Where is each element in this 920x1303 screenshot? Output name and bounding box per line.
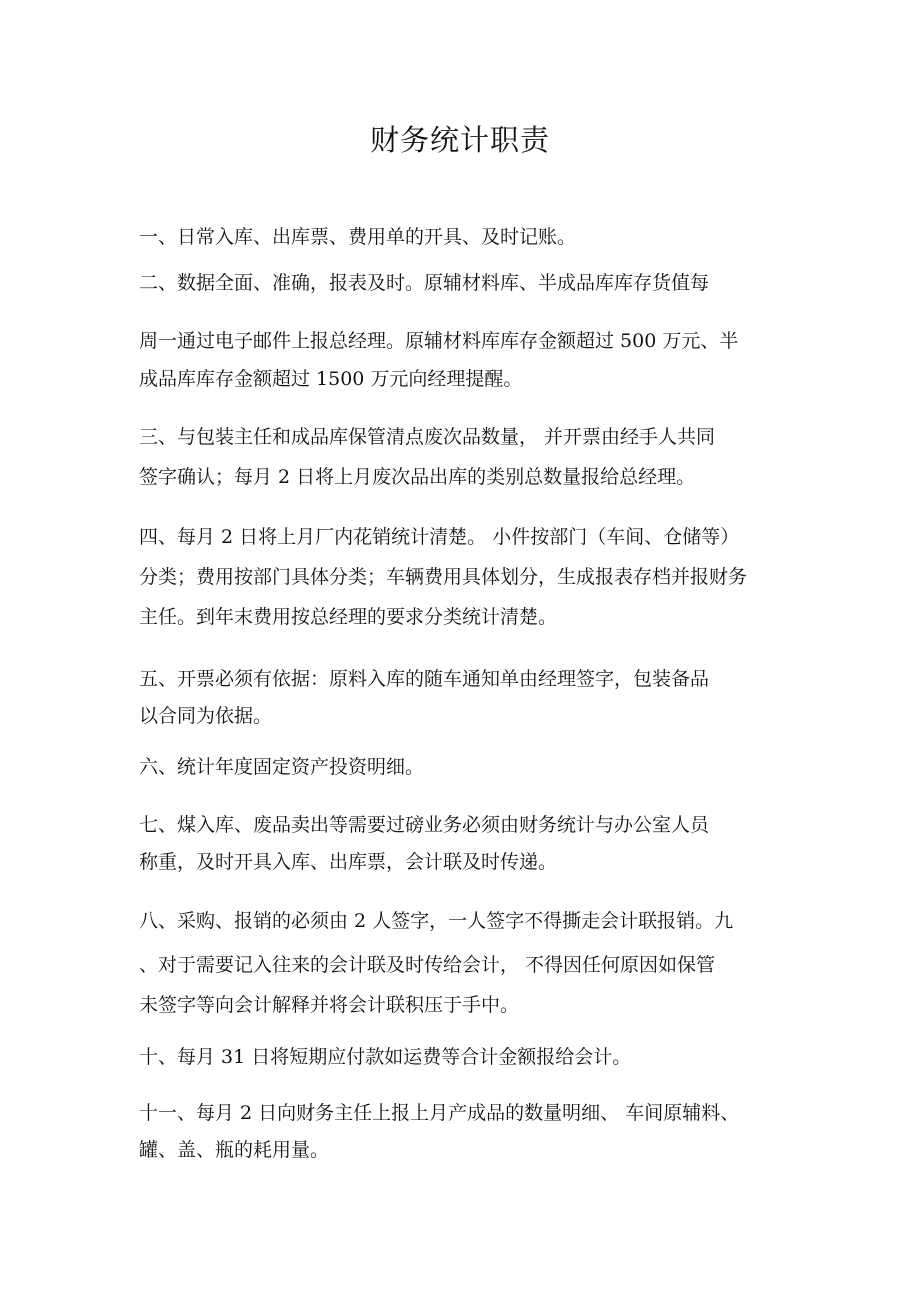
line-13: 七、煤入库、废品卖出等需要过磅业务必须由财务统计与办公室人员 xyxy=(139,814,710,836)
line-19: 十一、每月 2 日向财务主任上报上月产成品的数量明细、 车间原辅料、 xyxy=(139,1102,740,1124)
line-16: 、对于需要记入往来的会计联及时传给会计， 不得因任何原因如保管 xyxy=(139,954,716,976)
line-3: 周一通过电子邮件上报总经理。原辅材料库库存金额超过 500 万元、半 xyxy=(139,330,739,352)
line-15: 八、采购、报销的必须由 2 人签字，一人签字不得撕走会计联报销。九 xyxy=(139,910,734,932)
line-4: 成品库库存金额超过 1500 万元向经理提醒。 xyxy=(139,368,523,390)
line-18: 十、每月 31 日将短期应付款如运费等合计金额报给会计。 xyxy=(139,1046,632,1068)
line-2: 二、数据全面、准确，报表及时。原辅材料库、半成品库库存货值每 xyxy=(139,272,710,294)
line-1: 一、日常入库、出库票、费用单的开具、及时记账。 xyxy=(139,226,577,248)
line-11: 以合同为依据。 xyxy=(139,705,273,727)
line-8: 分类；费用按部门具体分类；车辆费用具体划分，生成报表存档并报财务 xyxy=(139,566,748,588)
line-14: 称重，及时开具入库、出库票，会计联及时传递。 xyxy=(139,851,558,873)
line-17: 未签字等向会计解释并将会计联积压于手中。 xyxy=(139,994,520,1016)
line-9: 主任。到年末费用按总经理的要求分类统计清楚。 xyxy=(139,606,558,628)
document-title: 财务统计职责 xyxy=(369,123,550,157)
line-20: 罐、盖、瓶的耗用量。 xyxy=(139,1139,330,1161)
line-7: 四、每月 2 日将上月厂内花销统计清楚。 小件按部门（车间、仓储等） xyxy=(139,526,740,548)
line-6: 签字确认；每月 2 日将上月废次品出库的类别总数量报给总经理。 xyxy=(139,466,696,488)
line-12: 六、统计年度固定资产投资明细。 xyxy=(139,756,425,778)
line-10: 五、开票必须有依据：原料入库的随车通知单由经理签字，包装备品 xyxy=(139,668,710,690)
line-5: 三、与包装主任和成品库保管清点废次品数量， 并开票由经手人共同 xyxy=(139,426,716,448)
